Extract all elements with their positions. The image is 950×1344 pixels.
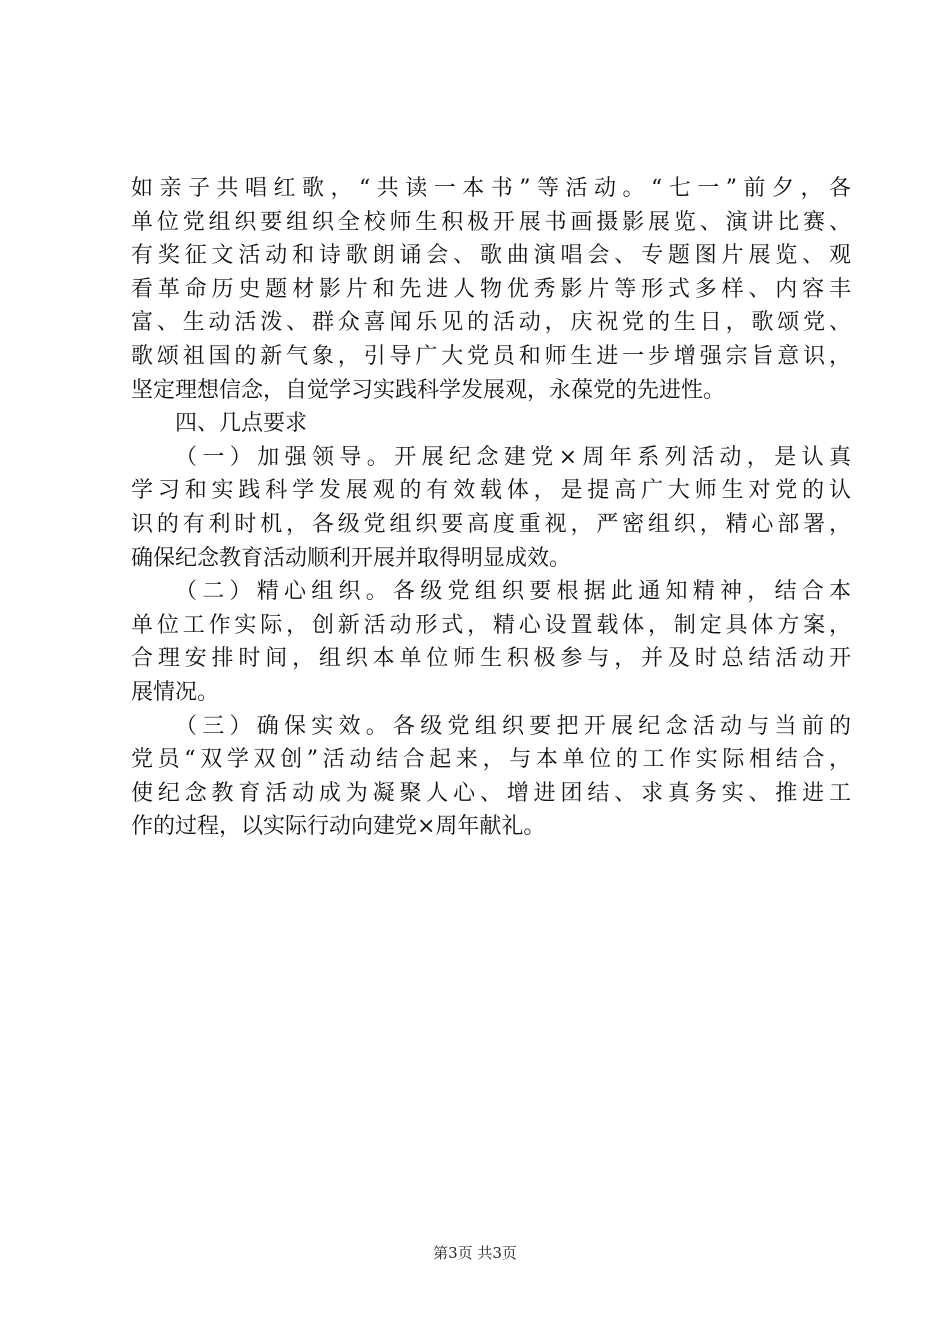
document-body <box>131 172 851 844</box>
text-line: 有奖征文活动和诗歌朗诵会、歌曲演唱会、专题图片展览、观 <box>131 243 851 269</box>
text-line: 党员“双学双创”活动结合起来，与本单位的工作实际相结合， <box>131 747 851 773</box>
text-line: 学习和实践科学发展观的有效载体，是提高广大师生对党的认 <box>131 478 851 504</box>
text-line: 单位党组织要组织全校师生积极开展书画摄影展览、演讲比赛、 <box>131 209 851 235</box>
text-line: 识的有利时机，各级党组织要高度重视，严密组织，精心部署， <box>131 511 851 537</box>
text-line: 如亲子共唱红歌，“共读一本书”等活动。“七一”前夕，各 <box>131 176 851 201</box>
text-line: 作的过程，以实际行动向建党×周年献礼。 <box>131 814 546 840</box>
text-line: 合理安排时间，组织本单位师生积极参与，并及时总结活动开 <box>131 646 851 672</box>
text-line: （二）精心组织。各级党组织要根据此通知精神，结合本 <box>175 579 851 605</box>
page-footer: 第3页 共3页 <box>433 1244 517 1262</box>
text-line: （一）加强领导。开展纪念建党×周年系列活动，是认真 <box>175 444 851 470</box>
text-line: （三）确保实效。各级党组织要把开展纪念活动与当前的 <box>175 713 851 739</box>
section-heading: 四、几点要求 <box>175 411 308 437</box>
text-line: 富、生动活泼、群众喜闻乐见的活动，庆祝党的生日，歌颂党、 <box>131 310 851 336</box>
text-line: 使纪念教育活动成为凝聚人心、增进团结、求真务实、推进工 <box>131 780 851 806</box>
text-line: 歌颂祖国的新气象，引导广大党员和师生进一步增强宗旨意识， <box>131 343 851 369</box>
text-line: 坚定理想信念，自觉学习实践科学发展观，永葆党的先进性。 <box>131 377 726 403</box>
text-line: 确保纪念教育活动顺利开展并取得明显成效。 <box>131 545 572 571</box>
text-line: 看革命历史题材影片和先进人物优秀影片等形式多样、内容丰 <box>131 276 851 302</box>
text-line: 单位工作实际，创新活动形式，精心设置载体，制定具体方案， <box>131 612 851 638</box>
text-line: 展情况。 <box>131 679 220 705</box>
